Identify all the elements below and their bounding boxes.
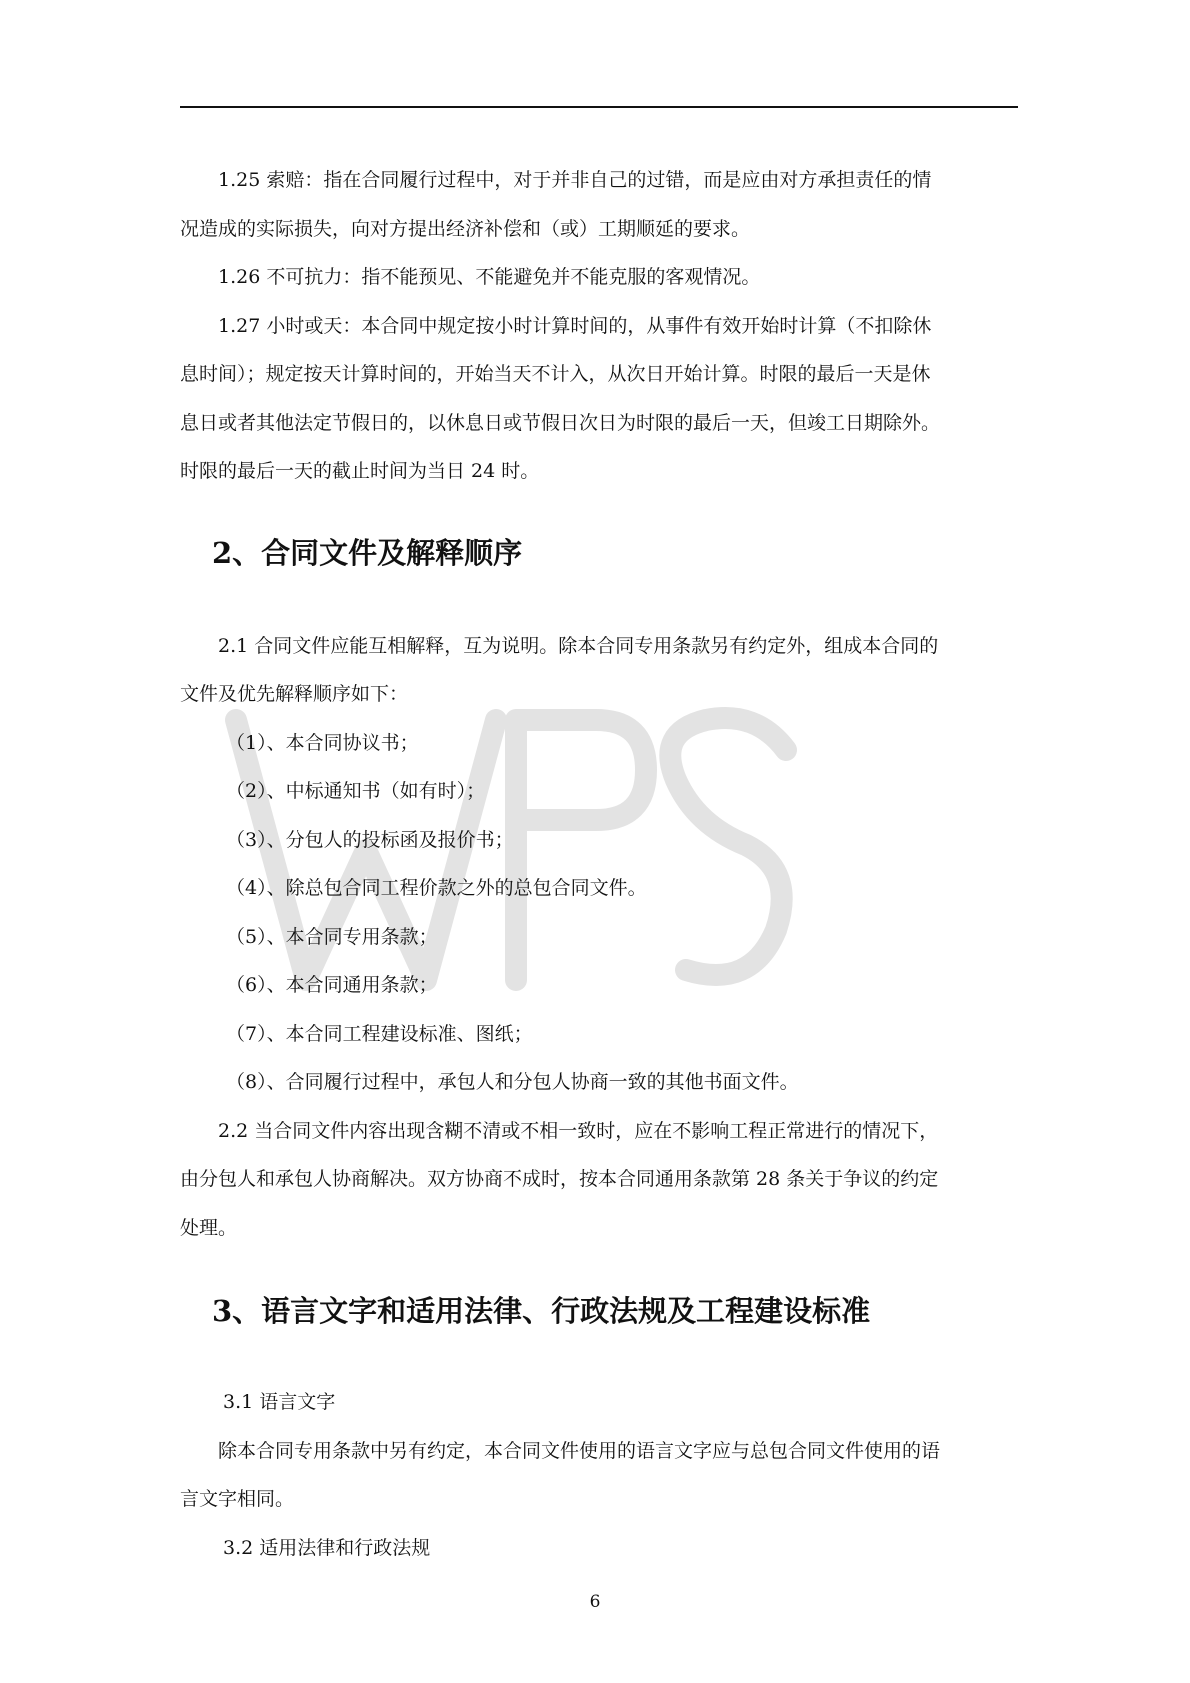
clause-1-27 <box>180 302 1018 496</box>
list-item: （4）、除总包合同工程价款之外的总包合同文件。 <box>226 877 647 899</box>
clause-1-27-line-2: 息时间）；规定按天计算时间的，开始当天不计入，从次日开始计算。时限的最后一天是休 <box>180 363 931 385</box>
clause-2-1 <box>180 622 1018 719</box>
clause-1-27-line-3: 息日或者其他法定节假日的，以休息日或节假日次日为时限的最后一天，但竣工日期除外。 <box>180 411 941 434</box>
page-number: 6 <box>589 1592 601 1612</box>
list-item: （7）、本合同工程建设标准、图纸； <box>226 1022 533 1045</box>
clause-2-2-line-2: 由分包人和承包人协商解决。双方协商不成时，按本合同通用条款第 28 条关于争议的约定 <box>180 1168 939 1190</box>
section-3-heading: 3、语言文字和适用法律、行政法规及工程建设标准 <box>212 1294 871 1328</box>
clause-3-1-title: 3.1 语言文字 <box>223 1391 336 1413</box>
clause-3-2-title: 3.2 适用法律和行政法规 <box>223 1536 431 1559</box>
list-item: （1）、本合同协议书； <box>226 731 419 754</box>
clause-2-2-line-3: 处理。 <box>180 1216 238 1239</box>
clause-1-25-line-1: 1.25 索赔：指在合同履行过程中，对于并非自己的过错，而是应由对方承担责任的情 <box>218 169 932 191</box>
list-item: （2）、中标通知书（如有时）； <box>226 780 486 802</box>
clause-3-1-line-2: 言文字相同。 <box>180 1488 295 1510</box>
clause-2-1-line-1: 2.1 合同文件应能互相解释，互为说明。除本合同专用条款另有约定外，组成本合同的 <box>218 634 939 657</box>
section-2-heading: 2、合同文件及解释顺序 <box>212 535 523 570</box>
list-item: （6）、本合同通用条款； <box>226 974 438 996</box>
clause-1-25 <box>180 156 1018 253</box>
clause-1-27-line-1: 1.27 小时或天：本合同中规定按小时计算时间的，从事件有效开始时计算（不扣除休 <box>218 314 932 337</box>
document-body <box>180 156 1018 1572</box>
list-item: （5）、本合同专用条款； <box>226 925 438 948</box>
clause-2-1-line-2: 文件及优先解释顺序如下： <box>180 683 409 705</box>
clause-1-25-line-2: 况造成的实际损失，向对方提出经济补偿和（或）工期顺延的要求。 <box>180 217 751 240</box>
clause-1-26: 1.26 不可抗力：指不能预见、不能避免并不能克服的客观情况。 <box>218 266 761 288</box>
list-item: （8）、合同履行过程中，承包人和分包人协商一致的其他书面文件。 <box>226 1071 799 1093</box>
clause-3-1-body <box>180 1427 1018 1524</box>
clause-2-2-line-1: 2.2 当合同文件内容出现含糊不清或不相一致时，应在不影响工程正常进行的情况下， <box>218 1119 939 1142</box>
clause-1-27-line-4: 时限的最后一天的截止时间为当日 24 时。 <box>180 460 540 482</box>
list-item: （3）、分包人的投标函及报价书； <box>226 828 514 851</box>
header-rule <box>180 106 1018 108</box>
clause-2-2 <box>180 1107 1018 1253</box>
clause-3-1-line-1: 除本合同专用条款中另有约定，本合同文件使用的语言文字应与总包合同文件使用的语 <box>218 1439 941 1462</box>
